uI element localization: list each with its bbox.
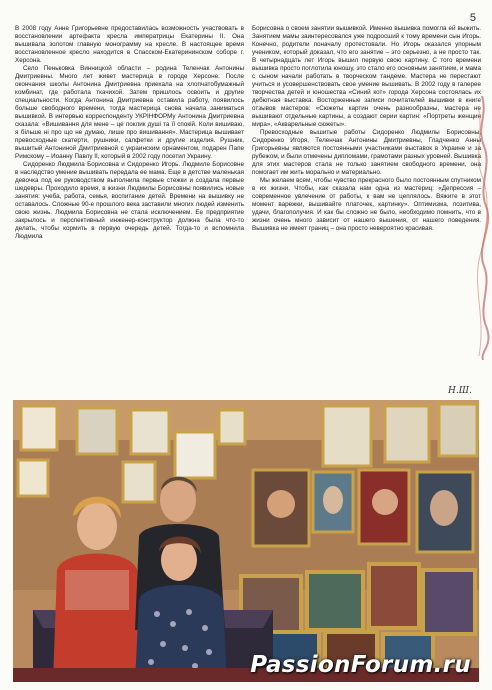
paragraph-armchair: В 2008 году Анне Григорьевне предоставилась возможность участвовать в восстановлении артефакта кресла императрицы Екатерины II. Она вышивала золотом главную монограмму на кресле. В настоящее время восстановленное кресло находится в Спасском-Екатерининском соборе г. Херсона.	[15, 25, 244, 65]
article-left-column	[15, 25, 244, 241]
paragraph-sidorenko-continued: Борисовна о своем занятии вышивкой. Именно вышивка помогла ей выжить. Занятием мамы заинтересовался уже подросший к тому времени сын Игорь. Конечно, родители поначалу протестовали. Но Игорь оказался упорным учеником, который доказал, что его занятие – это серьезно, а не просто так. В четырнадцать лет Игорь вышил первую свою картину. С того времени вышивка просто поглотила юношу, это стало его основным занятием, и мама с сыном начали работать в творческом тандеме. Мастера не перестают учиться и усовершенствовать свое умение вышивать. В 2002 году в галерее творчества детей и юношества «Синий кот» города Херсона состоялась их дебютная выставка. Восторженные записи почитателей вышивки в книге отзывов мастеров: «Сюжеты картин очень разнообразны, мастера не вышивают отдельные картины, а создают серии картин: «Портреты женщин мира», «Акварельные сюжеты».	[252, 25, 481, 129]
exhibition-photo-image	[13, 400, 479, 682]
article-right-column	[252, 25, 481, 233]
paragraph-sidorenko-intro: Сидоренко Людмила Борисовна и Сидоренко Игорь. Людмиле Борисовне в наследство умение вышивать передала ее мама. Еще в детстве маленькая девочка под ее руководством выполнила первые стежки и создала первые шедевры. Проходило время, в жизни Людмилы Борисовны появились новые занятия: учеба, работа, семья, воспитание детей. Времени на вышивку не оставалось. Сложные 90-е прошлого века заставили многих людей изменить свою жизнь. Людмила Борисовна не стала исключением. Ее предприятие закрылось и перспективный инженер-конструктор должна была что-то делать, чтобы кормить в первую очередь детей. Тогда-то и вспомнила Людмила	[15, 161, 244, 241]
paragraph-telenchak: Село Пеньковка Винницкой области – родина Теленчак Антонины Дмитриевны. Много лет живет мастерица в городе Херсоне. После окончания школы Антонина Дмитриевна приехала на хлопчатобумажный комбинат, где работала ткачихой. Затем пришлось освоить и другие специальности. Когда Антонина Дмитриевна оставила работу, появилось больше свободного времени, тогда мастерица снова начала заниматься вышивкой. В интервью корреспонденту УКРІНФОРМу Антонина Дмитриевна сказала: «Вишивання для мене – це поклик душі та її спокій. Коли вишиваю, я більше ні про що не думаю, лише про вишивання». Мастерица вышивает превосходные скатерти, рушники, салфетки и другие изделия. Рушник, вышитый Антониной Дмитриевной с украинским орнаментом, подарен Папе Римскому – Иоанну Павлу II, который в 2002 году посетил Украину.	[15, 65, 244, 161]
page-number: 5	[469, 12, 476, 24]
exhibition-photo	[13, 400, 479, 682]
decorative-fringe	[474, 96, 490, 360]
watermark-text: PassionForum.ru	[250, 652, 471, 678]
author-signature: Н.Ш.	[448, 386, 472, 396]
paragraph-wishes: Мы желаем всем, чтобы чувство прекрасного было постоянным спутником в их жизни. Чтобы, как сказала нам одна из мастериц: «Депрессия – современное увлечение от работы, к вам не цеплялось. Вяжите в этот момент варежки, вышивайте платочек, картинку». Оптимизма, позитива, удачи, благополучия. И как бы сложно не было, необходимо помнить, что в жизни очень много зависит от нашего вышения, от нашего поведения. Вышивка не имеет границ – она просто невероятно красивая.	[252, 177, 481, 233]
paragraph-exhibitions: Превосходные вышитые работы Сидоренко Людмилы Борисовны, Сидоренко Игоря, Теленчак Антонины Дмитриевны, Гладченко Анны Григорьевны являются постоянными участниками выставок в Украине и за рубежом, и были отмечены дипломами, грамотами разных уровней. Вышивка для этих мастеров стала не только занятием свободного времени, она помогает им жить морально и материально.	[252, 129, 482, 177]
